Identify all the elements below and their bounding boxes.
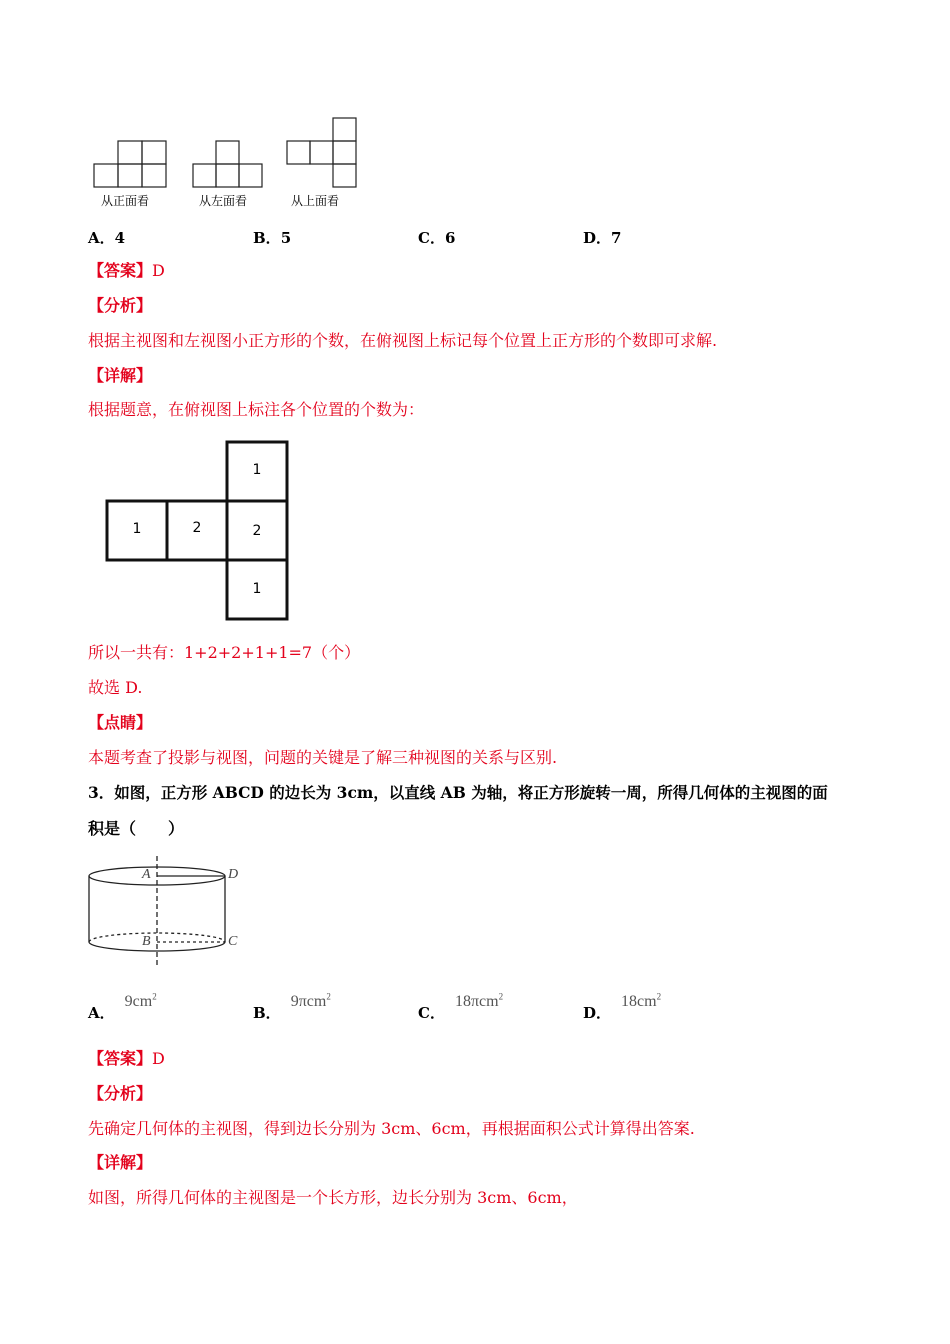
q3-option-c: C．18πcm$^2$	[418, 991, 504, 1022]
q3-analysis-tag: 【分析】	[88, 1084, 153, 1103]
front-view-label: 从正面看	[101, 194, 150, 208]
q3-stem-line2: 积是（ ）	[88, 819, 185, 838]
q2-answer: 【答案】D	[88, 261, 165, 280]
q2-option-b: B．5	[253, 229, 292, 247]
q2-option-c: C．6	[418, 229, 456, 247]
q2-sum-line: 所以一共有：1+2+2+1+1=7（个）	[88, 643, 361, 662]
front-view	[94, 141, 166, 187]
q2-comment-text: 本题考查了投影与视图，问题的关键是了解三种视图的关系与区别.	[88, 748, 558, 767]
q2-option-d: D．7	[583, 229, 622, 247]
q3-detail-tag: 【详解】	[88, 1153, 153, 1172]
cell-bottom-number: 1	[252, 581, 262, 597]
q2-analysis-tag: 【分析】	[88, 296, 153, 315]
q3-answer: 【答案】D	[88, 1049, 165, 1068]
q3-option-d: D．$18cm^2$	[583, 991, 662, 1022]
numbered-top-view-grid	[105, 440, 289, 622]
point-c-label: C	[228, 934, 238, 949]
cell-center-number: 2	[252, 523, 262, 539]
cell-middle-number: 2	[192, 520, 202, 536]
top-view-label: 从上面看	[291, 194, 340, 208]
cell-top-number: 1	[252, 462, 262, 478]
top-view	[287, 118, 356, 187]
left-view-label: 从左面看	[199, 194, 248, 208]
q2-detail-tag: 【详解】	[88, 366, 153, 385]
left-view	[193, 141, 262, 187]
cell-left-number: 1	[132, 521, 142, 537]
q2-conclusion: 故选 D.	[88, 678, 143, 697]
point-d-label: D	[228, 867, 239, 882]
q3-option-b: B．9πcm$^2$	[253, 991, 331, 1022]
q2-comment-tag: 【点睛】	[88, 713, 153, 732]
q2-option-a: A．4	[88, 229, 126, 247]
q3-stem-line1: 3．如图，正方形 ABCD 的边长为 3cm，以直线 AB 为轴，将正方形旋转一周，所得几何体的主视图的面	[88, 783, 828, 802]
three-views-figure	[90, 112, 370, 192]
q3-analysis-text: 先确定几何体的主视图，得到边长分别为 3cm、6cm，再根据面积公式计算得出答案.	[88, 1119, 695, 1138]
q2-detail-text: 根据题意，在俯视图上标注各个位置的个数为：	[88, 400, 425, 419]
q3-detail-text: 如图，所得几何体的主视图是一个长方形，边长分别为 3cm、6cm，	[88, 1188, 578, 1207]
point-a-label: A	[142, 867, 151, 882]
q3-option-a: A．$9cm^2$	[88, 991, 157, 1022]
cylinder-figure	[84, 852, 254, 970]
point-b-label: B	[142, 934, 151, 949]
q2-analysis-text: 根据主视图和左视图小正方形的个数，在俯视图上标记每个位置上正方形的个数即可求解.	[88, 331, 718, 350]
